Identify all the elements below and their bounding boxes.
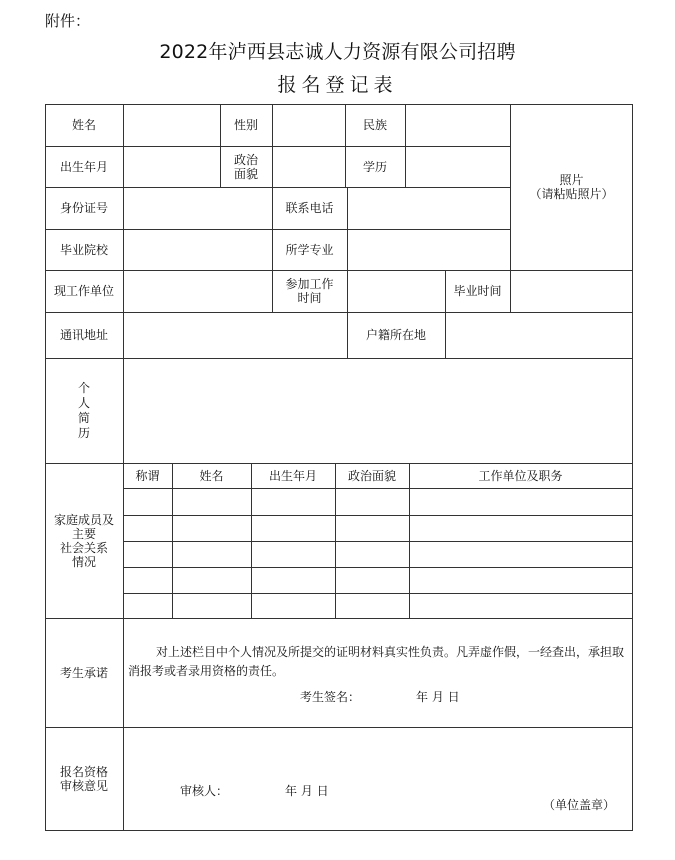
review-date: 年 月 日 — [285, 784, 329, 798]
attachment-label: 附件： — [45, 12, 91, 30]
value-current-employer[interactable] — [124, 270, 272, 312]
label-resume: 个 人 简 历 — [77, 380, 90, 440]
label-household-location: 户籍所在地 — [365, 328, 426, 342]
label-name: 姓名 — [71, 118, 96, 132]
label-family-section: 家庭成员及 主要 社会关系 情况 — [53, 512, 114, 569]
pledge-signature-label: 考生签名： — [300, 690, 361, 704]
family-row-line — [123, 593, 633, 594]
family-header-name: 姓名 — [199, 468, 224, 483]
family-row-line — [123, 541, 633, 542]
label-graduation-time: 毕业时间 — [453, 284, 502, 298]
value-birth-date[interactable] — [124, 146, 220, 187]
form-title: 2022年泸西县志诚人力资源有限公司招聘 — [159, 41, 516, 63]
value-gender[interactable] — [273, 104, 345, 146]
label-address: 通讯地址 — [59, 328, 108, 342]
value-id-number[interactable] — [124, 187, 272, 229]
label-school: 毕业院校 — [59, 242, 108, 257]
value-school[interactable] — [124, 229, 272, 270]
value-political-status[interactable] — [273, 146, 345, 187]
value-phone[interactable] — [348, 187, 510, 229]
label-ethnicity: 民族 — [362, 118, 387, 132]
label-pledge: 考生承诺 — [59, 665, 108, 680]
label-work-start: 参加工作 时间 — [285, 277, 334, 305]
row-line — [45, 727, 633, 728]
value-resume[interactable] — [124, 358, 632, 463]
photo-box[interactable]: 照片 （请粘贴照片） — [529, 173, 614, 201]
label-major: 所学专业 — [285, 242, 334, 257]
reviewer-label: 审核人： — [180, 784, 229, 798]
pledge-date: 年 月 日 — [416, 690, 460, 704]
row-line — [45, 618, 633, 619]
family-header-employer: 工作单位及职务 — [478, 468, 563, 483]
pledge-text: 对上述栏目中个人情况及所提交的证明材料真实性负责。凡弄虚作假，一经查出，承担取消报考或者录用资格的责任。 — [128, 645, 625, 678]
label-education: 学历 — [362, 159, 387, 174]
value-major[interactable] — [348, 229, 510, 270]
label-gender: 性别 — [233, 118, 258, 132]
value-ethnicity[interactable] — [406, 104, 510, 146]
value-graduation-time[interactable] — [511, 270, 632, 312]
family-row-line — [123, 488, 633, 489]
value-name[interactable] — [124, 104, 220, 146]
value-work-start[interactable] — [348, 270, 445, 312]
label-political-status: 政治 面貌 — [233, 152, 258, 181]
family-header-birth: 出生年月 — [268, 468, 317, 483]
value-education[interactable] — [406, 146, 510, 187]
label-phone: 联系电话 — [285, 201, 334, 215]
label-id-number: 身份证号 — [59, 201, 108, 215]
table-border-right — [632, 104, 633, 831]
family-header-relation: 称谓 — [135, 468, 160, 483]
label-birth-date: 出生年月 — [59, 159, 108, 174]
family-row-line — [123, 567, 633, 568]
value-address[interactable] — [124, 312, 347, 358]
table-border-bottom — [45, 830, 633, 831]
family-row-line — [123, 515, 633, 516]
family-header-political: 政治面貌 — [347, 468, 396, 483]
seal-note: （单位盖章） — [543, 798, 616, 812]
value-household-location[interactable] — [446, 312, 632, 358]
form-subtitle: 报名登记表 — [277, 74, 398, 96]
label-current-employer: 现工作单位 — [53, 284, 114, 298]
label-review: 报名资格 审核意见 — [59, 764, 108, 793]
